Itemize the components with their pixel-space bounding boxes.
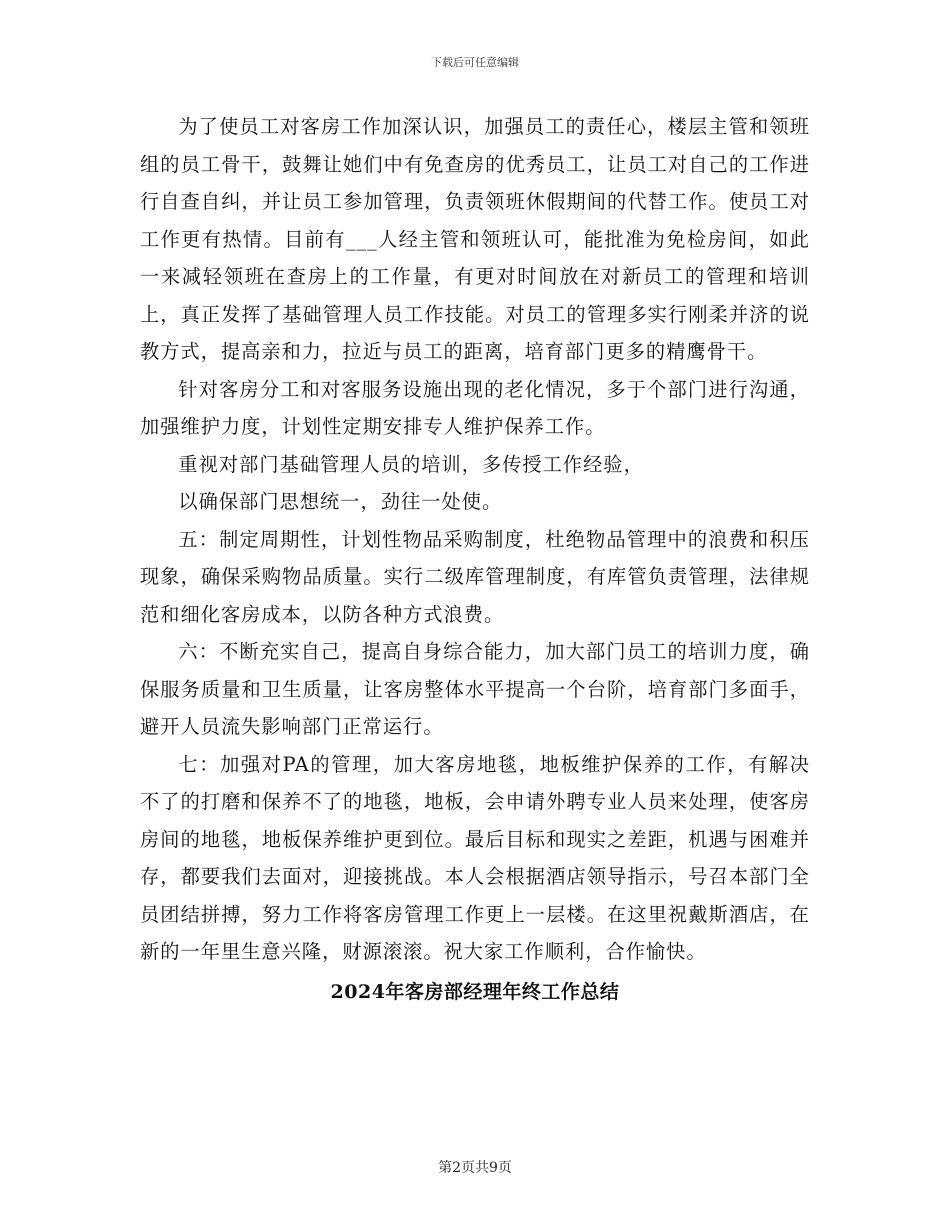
paragraph-facility-maintenance: 针对客房分工和对客服务设施出现的老化情况，多于个部门进行沟通，加强维护力度，计划性定期安排专人维护保养工作。 — [140, 377, 810, 438]
header-note: 下载后可任意编辑 — [431, 56, 519, 69]
paragraph-item-five: 五：制定周期性，计划性物品采购制度，杜绝物品管理中的浪费和积压现象，确保采购物品质量。实行二级库管理制度，有库管负责管理，法律规范和细化客房成本，以防各种方式浪费。 — [140, 527, 810, 626]
paragraph-unity: 以确保部门思想统一，劲往一处使。 — [178, 490, 503, 513]
paragraph-staff-engagement: 为了使员工对客房工作加深认识，加强员工的责任心，楼层主管和领班组的员工骨干，鼓舞让她们中有免查房的优秀员工，让员工对自己的工作进行自查自纠，并让员工参加管理，负责领班休假期间的代替工作。使员工对工作更有热情。目前有___人经主管和领班认可，能批准为免检房间，如此一来减轻领班在查房上的工作量，有更对时间放在对新员工的管理和培训上，真正发挥了基础管理人员工作技能。对员工的管理多实行刚柔并济的说教方式，提高亲和力，拉近与员工的距离，培育部门更多的精鹰骨干。 — [140, 115, 810, 363]
section-title: 2024年客房部经理年终工作总结 — [330, 980, 620, 1003]
document-body — [140, 108, 810, 1013]
paragraph-training: 重视对部门基础管理人员的培训，多传授工作经验， — [178, 452, 644, 476]
page-number: 第2页共9页 — [438, 1160, 512, 1176]
paragraph-item-six: 六：不断充实自己，提高自身综合能力，加大部门员工的培训力度，确保服务质量和卫生质量，让客房整体水平提高一个台阶，培育部门多面手，避开人员流失影响部门正常运行。 — [140, 640, 810, 738]
paragraph-item-seven: 七：加强对PA的管理，加大客房地毯，地板维护保养的工作，有解决不了的打磨和保养不了的地毯，地板，会申请外聘专业人员来处理，使客房房间的地毯，地板保养维护更到位。最后目标和现实之差距，机遇与困难并存，都要我们去面对，迎接挑战。本人会根据酒店领导指示，号召本部门全员团结拼搏，努力工作将客房管理工作更上一层楼。在这里祝戴斯酒店，在新的一年里生意兴隆，财源滚滚。祝大家工作顺利，合作愉快。 — [140, 752, 810, 963]
